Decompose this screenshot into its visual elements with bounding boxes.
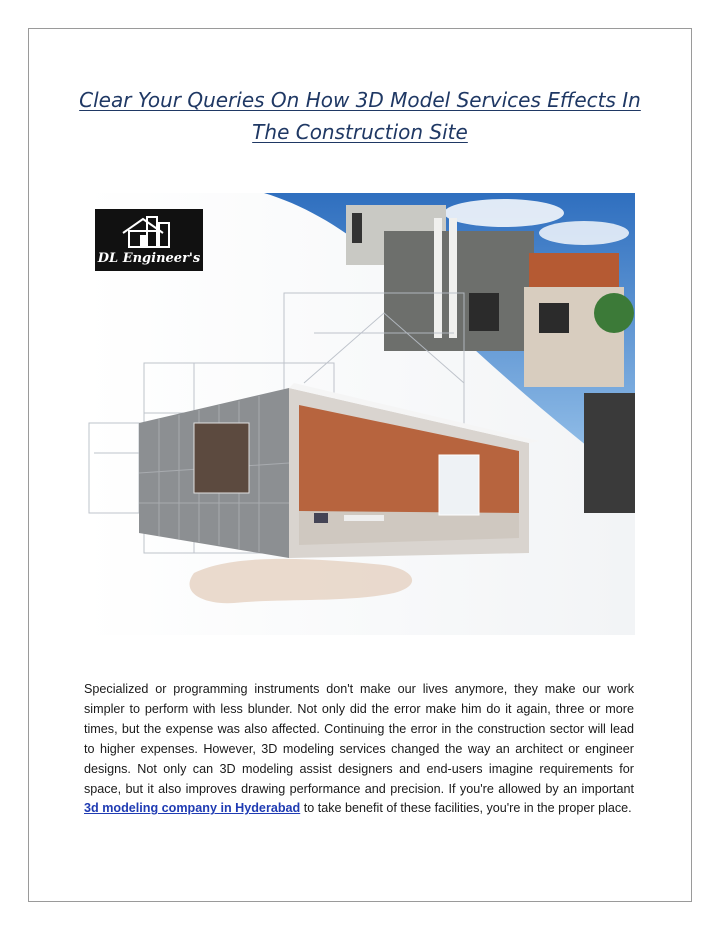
paragraph-text-end: to take benefit of these facilities, you're in the proper place. bbox=[300, 801, 632, 816]
company-link[interactable]: 3d modeling company in Hyderabad bbox=[84, 801, 301, 816]
paragraph-text: Specialized or programming instruments don't make our lives anymore, they make our work simpler to perform with less blunder. Not only did the error make him do it again, three or more times, but the expense was also affected. Continuing the error in the construction sector will lead to higher expenses. However, 3D modeling services changed the way an architect or engineer designs. Not only can 3D modeling assist designers and end-users imagine requirements for space, but it also improves drawing performance and precision. If you're allowed by an important bbox=[84, 682, 634, 796]
logo-text: DL Engineer's bbox=[97, 251, 201, 266]
page-title bbox=[60, 84, 660, 148]
title-line-2: The Construction Site bbox=[252, 120, 468, 144]
company-logo bbox=[95, 209, 203, 271]
title-line-1: Clear Your Queries On How 3D Model Services Effects In bbox=[79, 88, 641, 112]
house-logo-icon bbox=[95, 213, 203, 249]
body-paragraph bbox=[84, 680, 634, 819]
